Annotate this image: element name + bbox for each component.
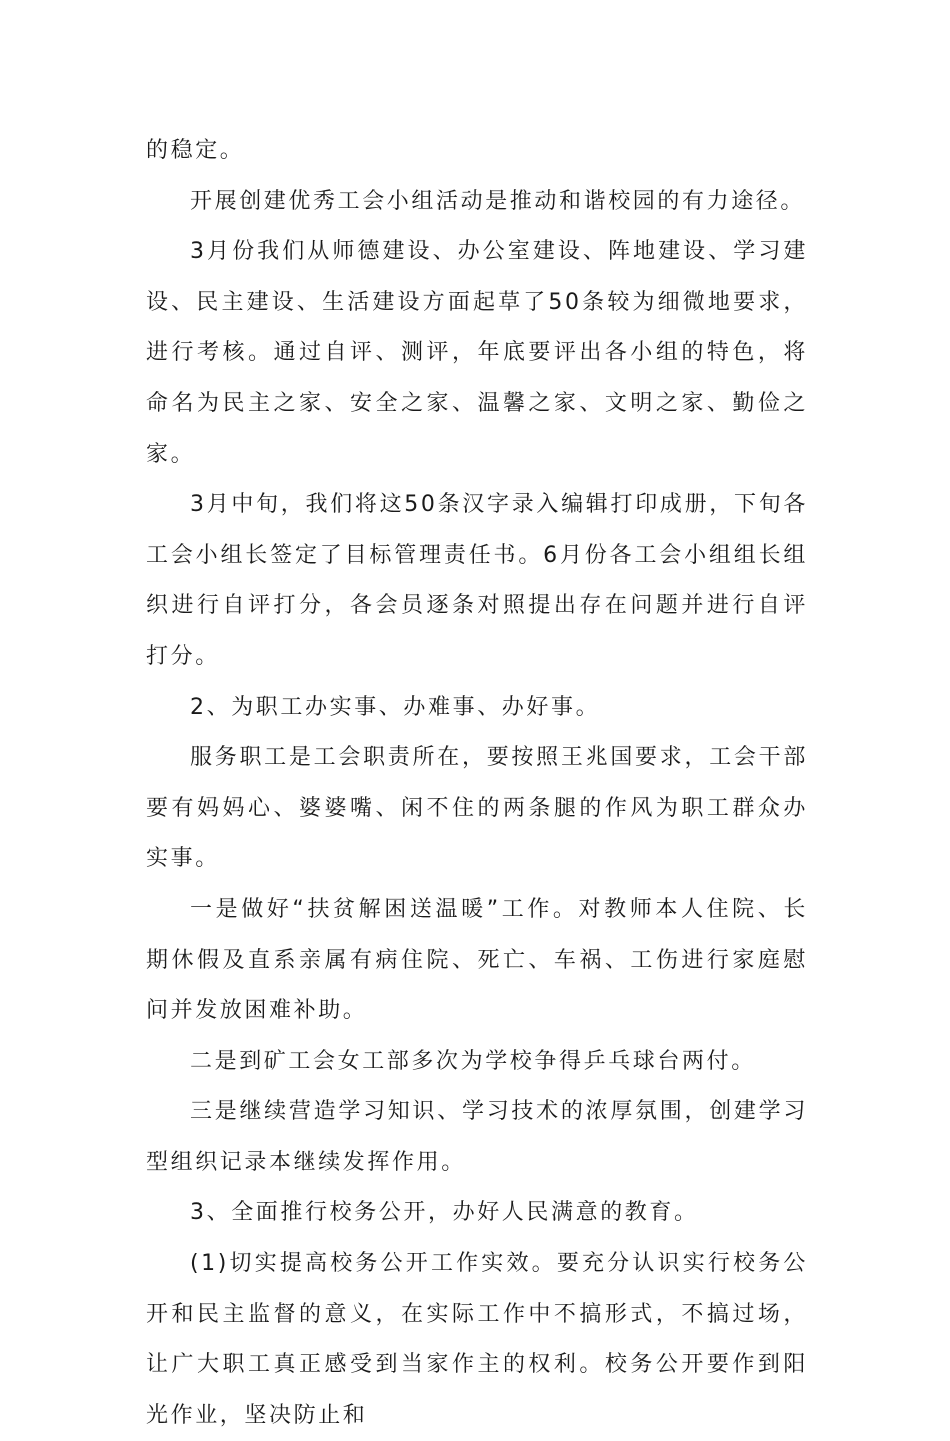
paragraph-9: 三是继续营造学习知识、学习技术的浓厚氛围，创建学习型组织记录本继续发挥作用。 [146,1099,808,1175]
paragraph-6: 服务职工是工会职责所在，要按照王兆国要求，工会干部要有妈妈心、婆婆嘴、闲不住的两条腿的作风为职工群众办实事。 [146,745,808,872]
paragraph-11: (1)切实提高校务公开工作实效。要充分认识实行校务公开和民主监督的意义，在实际工作中不搞形式，不搞过场，让广大职工真正感受到当家作主的权利。校务公开要作到阳光作业，坚决防止和 [146,1251,808,1428]
paragraph-3: 3月份我们从师德建设、办公室建设、阵地建设、学习建设、民主建设、生活建设方面起草了50条较为细微地要求，进行考核。通过自评、测评，年底要评出各小组的特色，将命名为民主之家、安全之家、温馨之家、文明之家、勤俭之家。 [146,239,808,467]
paragraph-1: 的稳定。 [146,138,245,163]
paragraph-8: 二是到矿工会女工部多次为学校争得乒乓球台两付。 [190,1048,756,1074]
paragraph-7: 一是做好“扶贫解困送温暖”工作。对教师本人住院、长期休假及直系亲属有病住院、死亡、车祸、工伤进行家庭慰问并发放困难补助。 [146,896,808,1024]
paragraph-10: 3、全面推行校务公开，办好人民满意的教育。 [190,1200,699,1226]
paragraph-5: 2、为职工办实事、办难事、办好事。 [190,694,601,720]
paragraph-4: 3月中旬，我们将这50条汉字录入编辑打印成册，下旬各工会小组长签定了目标管理责任书。6月份各工会小组组长组织进行自评打分，各会员逐条对照提出存在问题并进行自评打分。 [146,492,808,669]
paragraph-2: 开展创建优秀工会小组活动是推动和谐校园的有力途径。 [190,188,806,214]
document-body [146,126,808,1441]
